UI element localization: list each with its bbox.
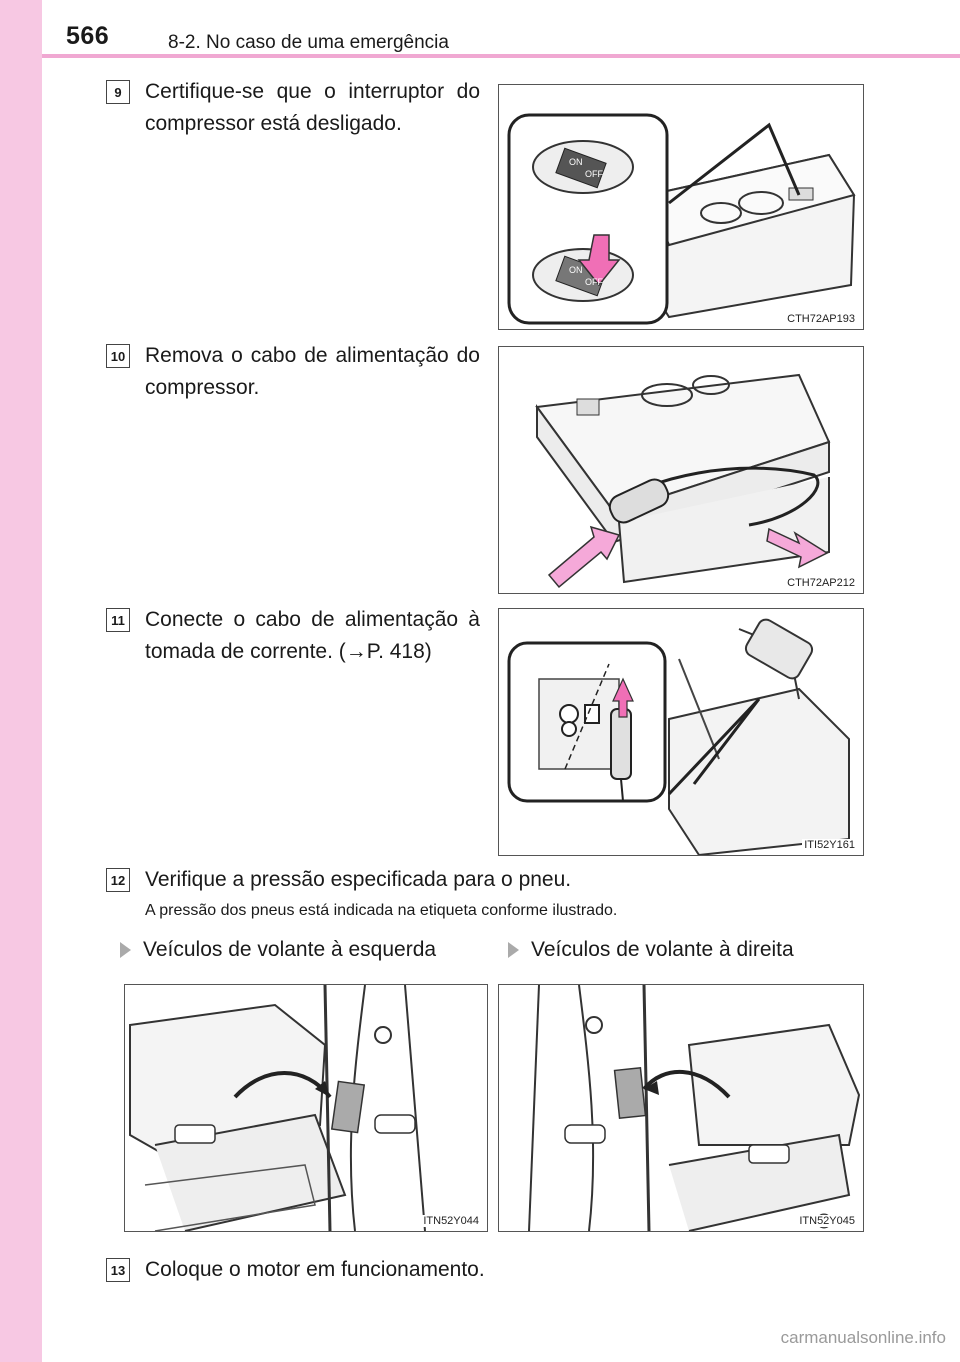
compressor-cable-illustration <box>499 347 863 593</box>
step-number-10: 10 <box>106 344 130 368</box>
step-note-12: A pressão dos pneus está indicada na etiqueta conforme ilustrado. <box>145 902 618 919</box>
switch-off-label: OFF <box>585 277 603 287</box>
step-text-12: Verifique a pressão especificada para o pneu. <box>145 868 572 891</box>
step-number-12: 12 <box>106 868 130 892</box>
figure-compressor-switch <box>498 84 864 330</box>
sidebar-tab <box>0 0 42 1362</box>
figure-tire-label-right <box>498 984 864 1232</box>
header-divider <box>42 54 960 58</box>
switch-off-label: OFF <box>585 169 603 179</box>
switch-on-label: ON <box>569 157 583 167</box>
compressor-switch-illustration <box>499 85 863 329</box>
figure-tire-label-left <box>124 984 488 1232</box>
step-number-9: 9 <box>106 80 130 104</box>
step-text-10: Remova o cabo de alimentação do compressor. <box>145 344 480 399</box>
triangle-bullet-icon <box>508 942 519 958</box>
figure-code: ITN52Y044 <box>423 1215 479 1227</box>
power-outlet-illustration <box>499 609 863 855</box>
figure-code: ITI52Y161 <box>804 839 855 851</box>
figure-code: ITN52Y045 <box>799 1215 855 1227</box>
triangle-bullet-icon <box>120 942 131 958</box>
reference-arrow-icon: → <box>345 640 367 663</box>
step-text-9: Certifique-se que o interruptor do compressor está desligado. <box>145 80 480 135</box>
figure-code: CTH72AP193 <box>787 313 855 325</box>
watermark: carmanualsonline.info <box>780 1328 946 1347</box>
door-pillar-right-illustration <box>499 985 863 1231</box>
figure-code: CTH72AP212 <box>787 577 855 589</box>
door-pillar-left-illustration <box>125 985 487 1231</box>
variant-right-hand-drive: Veículos de volante à direita <box>508 938 794 962</box>
step-text-11: Conecte o cabo de alimentação à tomada de corrente. (→P. 418) <box>145 608 480 663</box>
step-number-11: 11 <box>106 608 130 632</box>
step-number-13: 13 <box>106 1258 130 1282</box>
figure-remove-cable <box>498 346 864 594</box>
section-title: 8-2. No caso de uma emergência <box>168 32 449 53</box>
figure-power-outlet <box>498 608 864 856</box>
step-text-13: Coloque o motor em funcionamento. <box>145 1258 485 1281</box>
variant-left-hand-drive: Veículos de volante à esquerda <box>120 938 436 962</box>
page-number: 566 <box>66 22 110 50</box>
switch-on-label: ON <box>569 265 583 275</box>
